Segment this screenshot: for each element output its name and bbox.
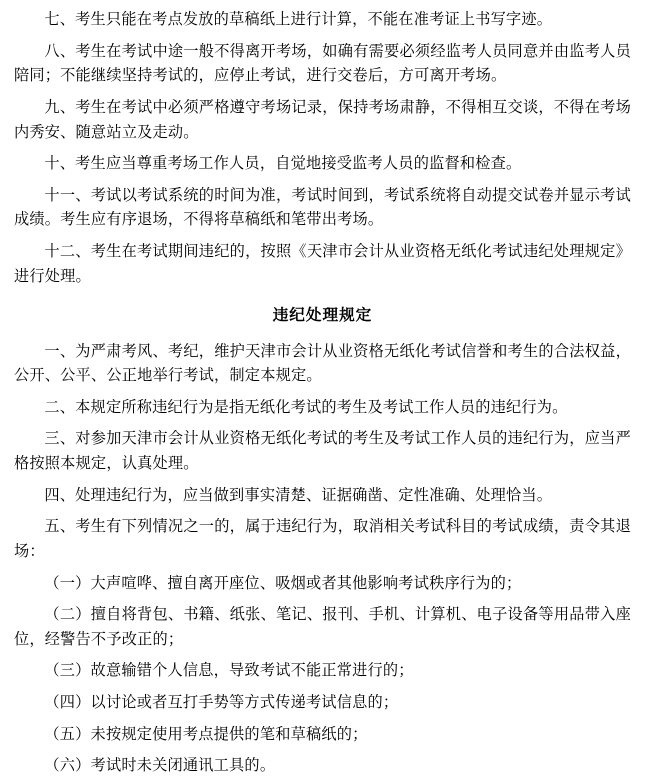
paragraph-7: 七、考生只能在考点发放的草稿纸上进行计算，不能在准考证上书写字迹。: [44, 11, 553, 28]
paragraph-11: 十一、考试以考试系统的时间为准，考试时间到，考试系统将自动提交试卷并显示考试成绩。考生应有序退场，不得将草稿纸和笔带出考场。: [14, 186, 631, 229]
rule-paragraph-4: 四、处理违纪行为，应当做到事实清楚、证据确凿、定性准确、处理恰当。: [44, 486, 553, 504]
rule-paragraph-5: 五、考生有下列情况之一的，属于违纪行为，取消相关考试科目的考试成绩，责令其退场：: [14, 518, 631, 560]
rule-item-2: （二）擅自将背包、书籍、纸张、笔记、报刊、手机、计算机、电子设备等用品带入座位，经警告不予改正的；: [14, 606, 631, 648]
rule-item-1: （一）大声喧哗、擅自离开座位、吸烟或者其他影响考试秩序行为的；: [44, 574, 522, 592]
rule-item-4: （四）以讨论或者互打手势等方式传递考试信息的；: [44, 694, 399, 711]
rule-item-6: （六）考试时未关闭通讯工具的。: [44, 757, 276, 775]
paragraph-10: 十、考生应当尊重考场工作人员，自觉地接受监考人员的监督和检查。: [44, 155, 522, 173]
paragraph-12: 十二、考生在考试期间违纪的，按照《天津市会计从业资格无纸化考试违纪处理规定》进行处理。: [14, 243, 631, 285]
rule-item-3: （三）故意输错个人信息，导致考试不能正常进行的；: [44, 662, 414, 680]
rule-paragraph-1: 一、为严肃考风、考纪，维护天津市会计从业资格无纸化考试信誉和考生的合法权益，公开、公平、公正地举行考试，制定本规定。: [14, 342, 631, 385]
rule-item-5: （五）未按规定使用考点提供的笔和草稿纸的；: [44, 725, 368, 743]
section-heading-discipline-rules: 违纪处理规定: [272, 307, 373, 325]
rule-paragraph-2: 二、本规定所称违纪行为是指无纸化考试的考生及考试工作人员的违纪行为。: [44, 398, 568, 416]
rule-paragraph-3: 三、对参加天津市会计从业资格无纸化考试的考生及考试工作人员的违纪行为，应当严格按照本规定，认真处理。: [14, 430, 631, 472]
paragraph-8: 八、考生在考试中途一般不得离开考场，如确有需要必须经监考人员同意并由监考人员陪同；不能继续坚持考试的，应停止考试，进行交卷后，方可离开考场。: [14, 42, 631, 85]
paragraph-9: 九、考生在考试中必须严格遵守考场记录，保持考场肃静，不得相互交谈，不得在考场内秀安、随意站立及走动。: [14, 98, 631, 141]
